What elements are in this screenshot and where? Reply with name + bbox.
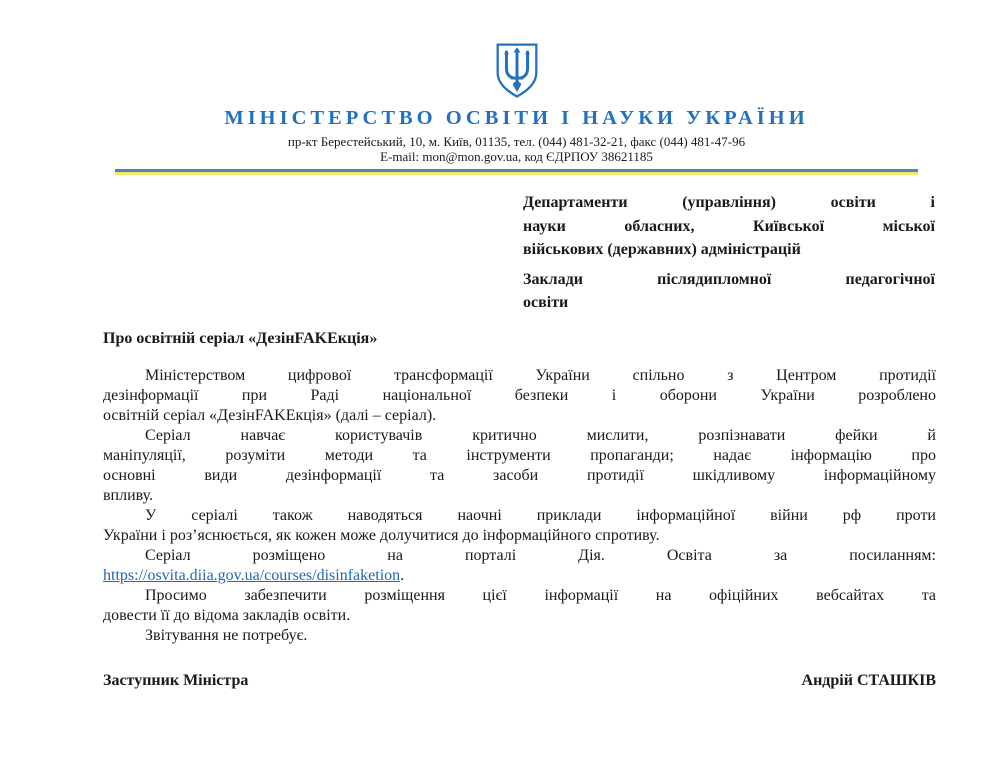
ministry-name: МІНІСТЕРСТВО ОСВІТИ І НАУКИ УКРАЇНИ	[224, 107, 809, 129]
body-link-line	[103, 566, 936, 586]
body-line: основні види дезінформації та засоби протидії шкідливому інформаційному	[103, 467, 936, 484]
signer-position: Заступник Міністра	[103, 672, 249, 689]
recipient-line: освіти	[523, 294, 569, 311]
body-line: дезінформації при Раді національної безпеки і оборони України розроблено	[103, 387, 936, 404]
recipient-line: науки обласних, Київської міської	[523, 217, 935, 235]
body-line: Серіал навчає користувачів критично мислити, розпізнавати фейки й	[145, 427, 936, 444]
emblem-container	[115, 42, 918, 100]
recipient-line: Департаменти (управління) освіти і	[523, 194, 935, 211]
letter-body	[103, 366, 936, 646]
body-line: У серіалі також наводяться наочні приклади інформаційної війни рф проти	[145, 507, 936, 524]
ukraine-trident-emblem-icon	[490, 42, 544, 100]
body-paragraph	[103, 366, 936, 426]
recipient-line: Заклади післядипломної педагогічної	[523, 270, 935, 288]
body-paragraph	[103, 626, 936, 646]
ministry-address: пр-кт Берестейський, 10, м. Київ, 01135, тел. (044) 481-32-21, факс (044) 481-47-96	[287, 134, 746, 149]
signer-name: Андрій СТАШКІВ	[801, 672, 936, 689]
body-line: освітній серіал «ДезінFAKEкція» (далі – серіал).	[103, 407, 437, 424]
signature-block	[103, 672, 936, 690]
letter-subject: Про освітній серіал «ДезінFAKEкція»	[103, 330, 378, 347]
letterhead	[115, 0, 918, 175]
body-line: Серіал розміщено на порталі Дія. Освіта за посиланням:	[145, 547, 936, 564]
recipient-paragraph	[523, 268, 935, 315]
body-paragraph	[103, 586, 936, 626]
body-line: Просимо забезпечити розміщення цієї інформації на офіційних вебсайтах та	[145, 587, 936, 604]
link-suffix: .	[400, 567, 405, 584]
body-line: Міністерством цифрової трансформації України спільно з Центром протидії	[145, 367, 936, 384]
recipient-block	[523, 191, 935, 315]
body-line: впливу.	[103, 487, 154, 504]
body-line: України і роз’яснюється, як кожен може долучитися до інформаційного спротиву.	[103, 527, 660, 544]
body-paragraph	[103, 506, 936, 546]
body-paragraph-with-link	[103, 546, 936, 586]
ministry-contacts: E-mail: mon@mon.gov.ua, код ЄДРПОУ 38621185	[380, 149, 653, 164]
body-line: маніпуляції, розуміти методи та інструменти пропаганди; надає інформацію про	[103, 447, 936, 464]
body-paragraph	[103, 426, 936, 506]
body-line: Звітування не потребує.	[145, 627, 308, 644]
recipient-line: військових (державних) адміністрацій	[523, 241, 801, 258]
body-line: довести її до відома закладів освіти.	[103, 607, 351, 624]
flag-divider-yellow-stripe	[115, 172, 918, 175]
flag-divider	[115, 169, 918, 175]
course-link[interactable]: https://osvita.diia.gov.ua/courses/disinfaketion	[103, 567, 401, 584]
recipient-paragraph	[523, 191, 935, 262]
